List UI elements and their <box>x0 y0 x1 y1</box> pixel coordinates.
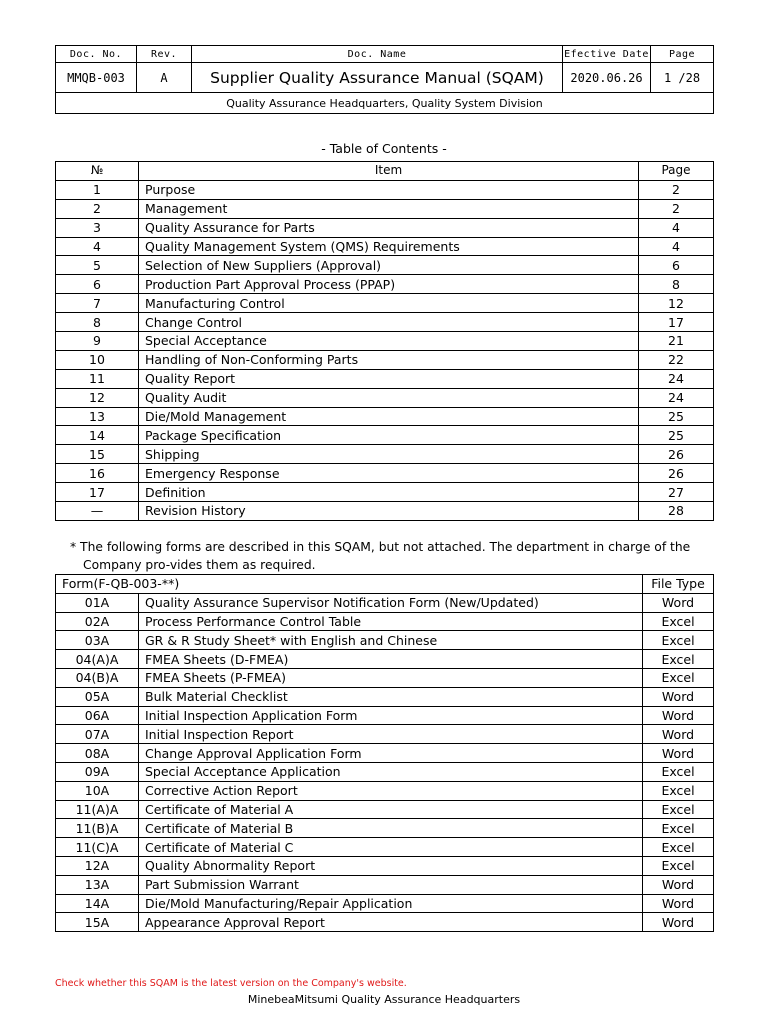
form-name: Quality Abnormality Report <box>139 856 643 875</box>
toc-row <box>56 199 714 218</box>
department-line: Quality Assurance Headquarters, Quality System Division <box>56 93 714 114</box>
form-row <box>56 668 714 687</box>
form-row <box>56 913 714 932</box>
form-name: Certificate of Material C <box>139 838 643 857</box>
toc-row-number: 9 <box>56 332 139 351</box>
form-name: Certificate of Material A <box>139 800 643 819</box>
form-name: Appearance Approval Report <box>139 913 643 932</box>
doc-no-value: MMQB-003 <box>56 63 137 93</box>
form-file-type: Excel <box>643 800 714 819</box>
toc-row-item: Die/Mold Management <box>139 407 639 426</box>
form-row <box>56 650 714 669</box>
toc-row-page: 25 <box>639 407 714 426</box>
toc-row-page: 17 <box>639 313 714 332</box>
form-row <box>56 800 714 819</box>
forms-col-file-type: File Type <box>643 575 714 594</box>
form-file-type: Excel <box>643 668 714 687</box>
footer-text: MinebeaMitsumi Quality Assurance Headquarters <box>247 993 521 1006</box>
form-file-type: Word <box>643 687 714 706</box>
form-file-type: Word <box>643 706 714 725</box>
form-name: Corrective Action Report <box>139 781 643 800</box>
toc-row-page: 26 <box>639 445 714 464</box>
table-of-contents <box>55 161 714 521</box>
toc-row-item: Quality Report <box>139 369 639 388</box>
rev-value: A <box>137 63 192 93</box>
form-name: FMEA Sheets (D-FMEA) <box>139 650 643 669</box>
toc-row-number: 1 <box>56 180 139 199</box>
form-row <box>56 593 714 612</box>
toc-row-number: — <box>56 502 139 521</box>
toc-row-number: 3 <box>56 218 139 237</box>
toc-row <box>56 350 714 369</box>
toc-row <box>56 275 714 294</box>
form-row <box>56 781 714 800</box>
toc-row-page: 22 <box>639 350 714 369</box>
form-code: 04(A)A <box>56 650 139 669</box>
form-file-type: Excel <box>643 781 714 800</box>
form-file-type: Word <box>643 875 714 894</box>
form-row <box>56 687 714 706</box>
form-name: Certificate of Material B <box>139 819 643 838</box>
toc-row-page: 4 <box>639 237 714 256</box>
form-file-type: Excel <box>643 819 714 838</box>
form-name: FMEA Sheets (P-FMEA) <box>139 668 643 687</box>
toc-body <box>56 180 714 520</box>
form-code: 15A <box>56 913 139 932</box>
form-code: 08A <box>56 744 139 763</box>
toc-row-item: Revision History <box>139 502 639 521</box>
toc-row-page: 28 <box>639 502 714 521</box>
toc-row <box>56 256 714 275</box>
toc-row-item: Special Acceptance <box>139 332 639 351</box>
toc-row-item: Purpose <box>139 180 639 199</box>
form-code: 11(B)A <box>56 819 139 838</box>
toc-row-item: Quality Assurance for Parts <box>139 218 639 237</box>
toc-title: - Table of Contents - <box>321 141 447 156</box>
toc-row <box>56 388 714 407</box>
latest-version-warning: Check whether this SQAM is the latest version on the Company's website. <box>55 978 407 989</box>
toc-row <box>56 426 714 445</box>
forms-header-row <box>56 575 714 594</box>
form-code: 03A <box>56 631 139 650</box>
toc-row <box>56 502 714 521</box>
form-row <box>56 706 714 725</box>
toc-row-number: 5 <box>56 256 139 275</box>
toc-row-number: 16 <box>56 464 139 483</box>
toc-row-page: 25 <box>639 426 714 445</box>
toc-row-page: 21 <box>639 332 714 351</box>
toc-row-page: 4 <box>639 218 714 237</box>
form-row <box>56 875 714 894</box>
form-file-type: Excel <box>643 612 714 631</box>
form-code: 13A <box>56 875 139 894</box>
form-row <box>56 856 714 875</box>
toc-row-number: 7 <box>56 294 139 313</box>
toc-row-number: 6 <box>56 275 139 294</box>
toc-row-page: 24 <box>639 388 714 407</box>
toc-row-item: Shipping <box>139 445 639 464</box>
form-row <box>56 725 714 744</box>
toc-row-number: 4 <box>56 237 139 256</box>
toc-row <box>56 218 714 237</box>
form-code: 01A <box>56 593 139 612</box>
form-name: Part Submission Warrant <box>139 875 643 894</box>
toc-row <box>56 483 714 502</box>
toc-row-item: Production Part Approval Process (PPAP) <box>139 275 639 294</box>
toc-row-number: 13 <box>56 407 139 426</box>
toc-row <box>56 369 714 388</box>
toc-col-no: № <box>56 162 139 181</box>
form-file-type: Word <box>643 913 714 932</box>
forms-note-line1: * The following forms are described in this SQAM, but not attached. The department in charge of the <box>70 540 691 554</box>
toc-row-page: 2 <box>639 199 714 218</box>
effective-date-label: Efective Date <box>563 46 651 63</box>
form-row <box>56 894 714 913</box>
form-file-type: Word <box>643 744 714 763</box>
form-row <box>56 819 714 838</box>
form-code: 06A <box>56 706 139 725</box>
form-file-type: Word <box>643 593 714 612</box>
toc-row-page: 2 <box>639 180 714 199</box>
form-file-type: Word <box>643 894 714 913</box>
form-row <box>56 631 714 650</box>
form-file-type: Excel <box>643 650 714 669</box>
forms-col-form: Form(F-QB-003-**) <box>56 575 643 594</box>
form-row <box>56 744 714 763</box>
form-code: 02A <box>56 612 139 631</box>
forms-table <box>55 574 714 932</box>
toc-row-item: Quality Audit <box>139 388 639 407</box>
toc-row <box>56 237 714 256</box>
form-code: 10A <box>56 781 139 800</box>
toc-row-item: Selection of New Suppliers (Approval) <box>139 256 639 275</box>
form-name: Bulk Material Checklist <box>139 687 643 706</box>
toc-row <box>56 407 714 426</box>
form-name: Quality Assurance Supervisor Notification Form (New/Updated) <box>139 593 643 612</box>
effective-date-value: 2020.06.26 <box>563 63 651 93</box>
toc-row-number: 17 <box>56 483 139 502</box>
toc-row-item: Quality Management System (QMS) Requirements <box>139 237 639 256</box>
toc-row-number: 12 <box>56 388 139 407</box>
page-value: 1 /28 <box>651 63 714 93</box>
toc-col-item: Item <box>139 162 639 181</box>
form-file-type: Word <box>643 725 714 744</box>
form-row <box>56 612 714 631</box>
forms-note-line2: Company pro-vides them as required. <box>83 558 316 572</box>
form-code: 09A <box>56 762 139 781</box>
toc-row-page: 24 <box>639 369 714 388</box>
form-code: 11(A)A <box>56 800 139 819</box>
doc-name-label: Doc. Name <box>192 46 563 63</box>
toc-row-page: 26 <box>639 464 714 483</box>
doc-name-value: Supplier Quality Assurance Manual (SQAM) <box>192 63 563 93</box>
toc-row-number: 2 <box>56 199 139 218</box>
toc-row <box>56 332 714 351</box>
toc-row-item: Change Control <box>139 313 639 332</box>
toc-row-page: 8 <box>639 275 714 294</box>
form-code: 11(C)A <box>56 838 139 857</box>
toc-row-item: Emergency Response <box>139 464 639 483</box>
form-name: Initial Inspection Report <box>139 725 643 744</box>
form-name: Process Performance Control Table <box>139 612 643 631</box>
toc-row-page: 12 <box>639 294 714 313</box>
toc-row-number: 14 <box>56 426 139 445</box>
form-code: 07A <box>56 725 139 744</box>
form-name: Initial Inspection Application Form <box>139 706 643 725</box>
form-code: 05A <box>56 687 139 706</box>
toc-col-page: Page <box>639 162 714 181</box>
toc-row-number: 10 <box>56 350 139 369</box>
form-file-type: Excel <box>643 762 714 781</box>
form-name: Change Approval Application Form <box>139 744 643 763</box>
toc-row <box>56 313 714 332</box>
page-label: Page <box>651 46 714 63</box>
forms-note <box>70 538 720 574</box>
toc-row-number: 11 <box>56 369 139 388</box>
form-name: Die/Mold Manufacturing/Repair Application <box>139 894 643 913</box>
toc-row-page: 27 <box>639 483 714 502</box>
document-header-table <box>55 45 714 114</box>
form-code: 04(B)A <box>56 668 139 687</box>
form-file-type: Excel <box>643 838 714 857</box>
toc-row <box>56 445 714 464</box>
toc-row <box>56 464 714 483</box>
toc-row <box>56 180 714 199</box>
form-name: Special Acceptance Application <box>139 762 643 781</box>
toc-row-number: 8 <box>56 313 139 332</box>
toc-row-page: 6 <box>639 256 714 275</box>
forms-body <box>56 593 714 931</box>
toc-row-item: Definition <box>139 483 639 502</box>
rev-label: Rev. <box>137 46 192 63</box>
toc-row-item: Handling of Non-Conforming Parts <box>139 350 639 369</box>
toc-row-number: 15 <box>56 445 139 464</box>
form-code: 14A <box>56 894 139 913</box>
form-file-type: Excel <box>643 631 714 650</box>
form-file-type: Excel <box>643 856 714 875</box>
form-row <box>56 762 714 781</box>
form-row <box>56 838 714 857</box>
toc-row-item: Management <box>139 199 639 218</box>
toc-row-item: Package Specification <box>139 426 639 445</box>
toc-row-item: Manufacturing Control <box>139 294 639 313</box>
toc-row <box>56 294 714 313</box>
form-name: GR & R Study Sheet* with English and Chinese <box>139 631 643 650</box>
form-code: 12A <box>56 856 139 875</box>
toc-header-row <box>56 162 714 181</box>
doc-no-label: Doc. No. <box>56 46 137 63</box>
